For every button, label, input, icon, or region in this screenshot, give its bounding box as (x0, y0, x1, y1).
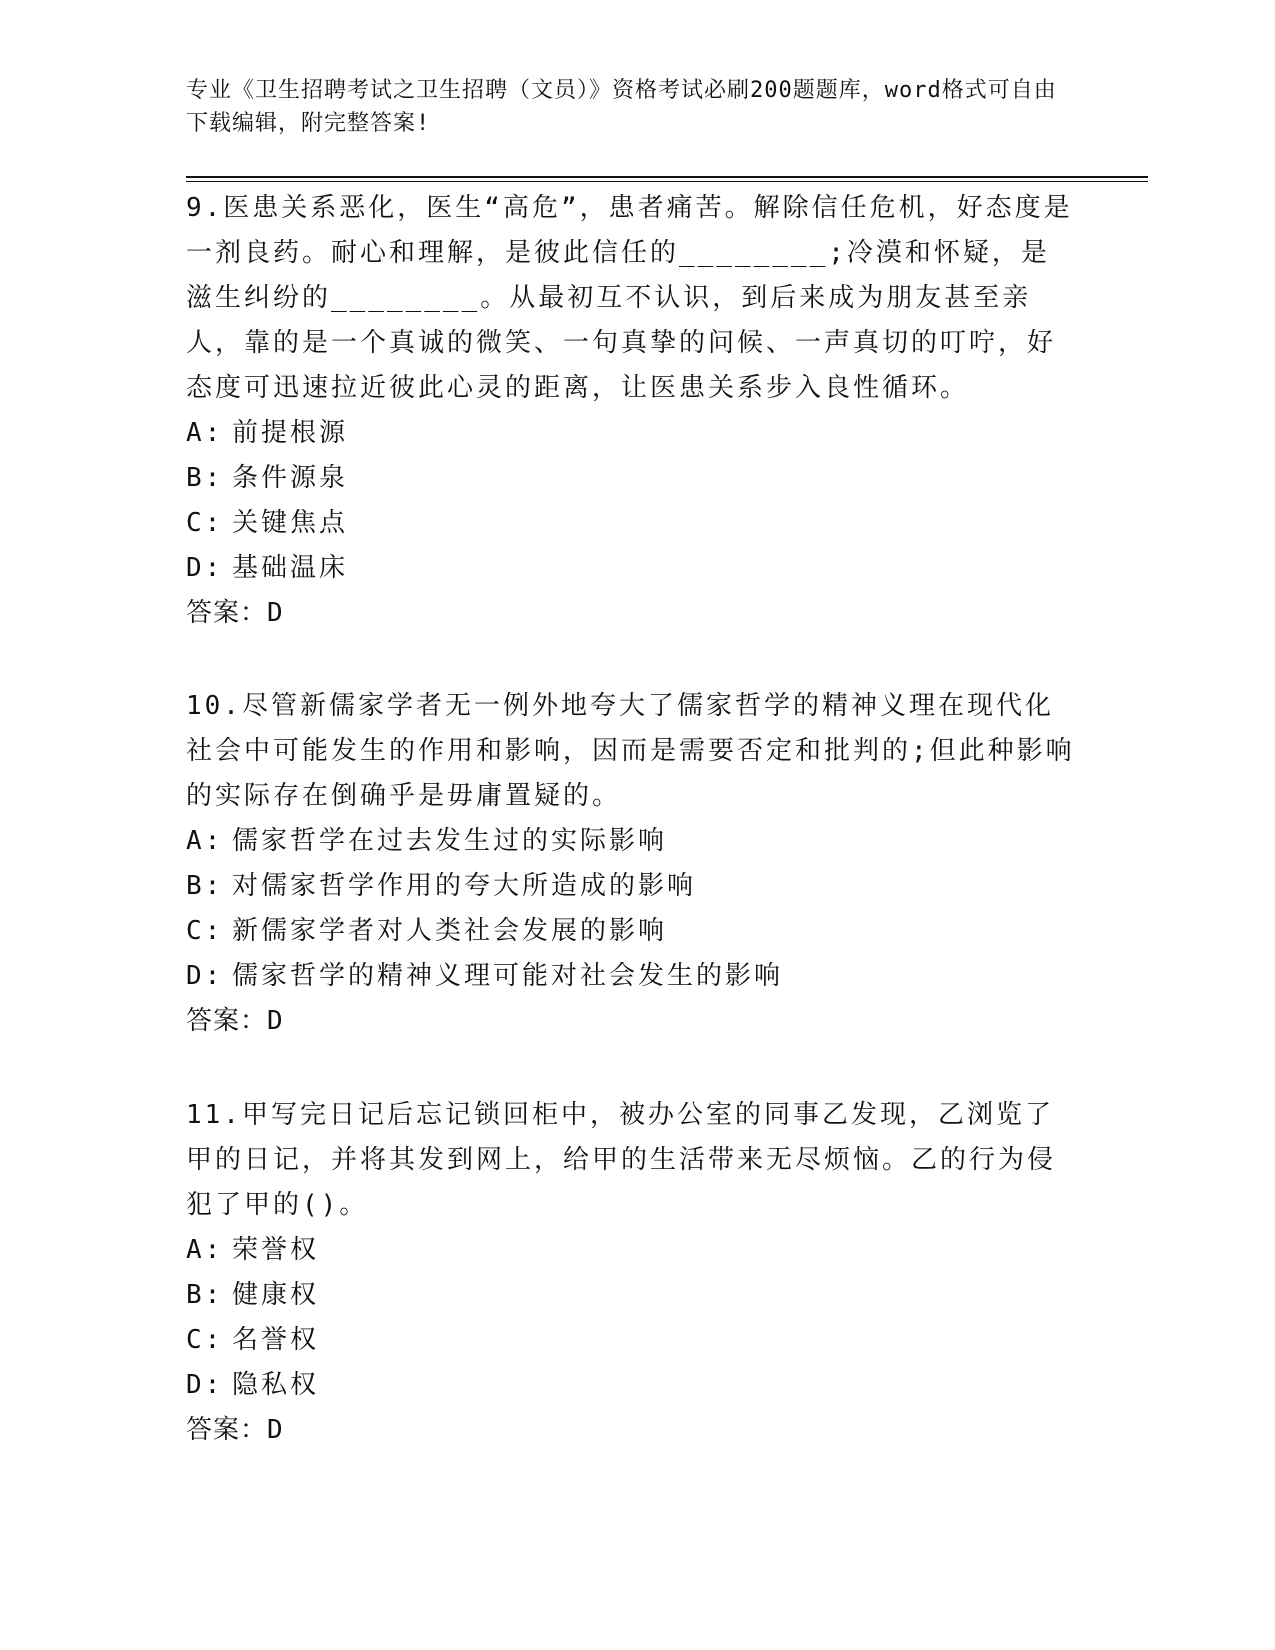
option-key: D: (186, 553, 224, 583)
option-key: B: (186, 463, 224, 493)
option-key: B: (186, 1280, 224, 1310)
option-a (186, 1228, 1076, 1273)
option-key: A: (186, 826, 224, 856)
option-text: 关键焦点 (232, 508, 349, 538)
option-key: D: (186, 1370, 224, 1400)
option-b (186, 864, 1076, 909)
answer-line: 答案：D (186, 1415, 284, 1445)
option-text: 名誉权 (232, 1325, 320, 1355)
option-b (186, 456, 1076, 501)
option-key: D: (186, 961, 224, 991)
document-header: 专业《卫生招聘考试之卫生招聘（文员）》资格考试必刷200题题库，word格式可自由下载编辑，附完整答案! (186, 78, 1057, 136)
option-c (186, 501, 1076, 546)
option-text: 新儒家学者对人类社会发展的影响 (232, 916, 668, 946)
question-9 (186, 186, 1076, 636)
option-a (186, 411, 1076, 456)
question-10 (186, 684, 1076, 1044)
option-a (186, 819, 1076, 864)
option-key: A: (186, 1235, 224, 1265)
option-c (186, 1318, 1076, 1363)
option-text: 前提根源 (232, 418, 349, 448)
header-divider-thin (186, 181, 1148, 182)
question-stem: 11.甲写完日记后忘记锁回柜中，被办公室的同事乙发现，乙浏览了甲的日记，并将其发到网上，给甲的生活带来无尽烦恼。乙的行为侵犯了甲的()。 (186, 1100, 1057, 1220)
option-key: C: (186, 1325, 224, 1355)
option-key: B: (186, 871, 224, 901)
question-11 (186, 1093, 1076, 1453)
question-stem: 9.医患关系恶化，医生“高危”，患者痛苦。解除信任危机，好态度是一剂良药。耐心和理解，是彼此信任的________;冷漠和怀疑，是滋生纠纷的________。从最初互不认识，到后来成为朋友甚至亲人，靠的是一个真诚的微笑、一句真挚的问候、一声真切的叮咛，好态度可迅速拉近彼此心灵的距离，让医患关系步入良性循环。 (186, 193, 1073, 403)
answer-line: 答案：D (186, 1006, 284, 1036)
option-b (186, 1273, 1076, 1318)
option-text: 条件源泉 (232, 463, 349, 493)
question-stem: 10.尽管新儒家学者无一例外地夸大了儒家哲学的精神义理在现代化社会中可能发生的作用和影响，因而是需要否定和批判的;但此种影响的实际存在倒确乎是毋庸置疑的。 (186, 691, 1075, 811)
option-key: A: (186, 418, 224, 448)
option-d (186, 954, 1076, 999)
option-text: 儒家哲学在过去发生过的实际影响 (232, 826, 668, 856)
option-text: 基础温床 (232, 553, 349, 583)
option-c (186, 909, 1076, 954)
option-text: 儒家哲学的精神义理可能对社会发生的影响 (232, 961, 784, 991)
option-key: C: (186, 508, 224, 538)
option-text: 对儒家哲学作用的夸大所造成的影响 (232, 871, 697, 901)
option-d (186, 546, 1076, 591)
option-key: C: (186, 916, 224, 946)
option-text: 荣誉权 (232, 1235, 320, 1265)
answer-line: 答案：D (186, 598, 284, 628)
option-text: 健康权 (232, 1280, 320, 1310)
header-divider-thick (186, 176, 1148, 178)
option-text: 隐私权 (232, 1370, 320, 1400)
option-d (186, 1363, 1076, 1408)
